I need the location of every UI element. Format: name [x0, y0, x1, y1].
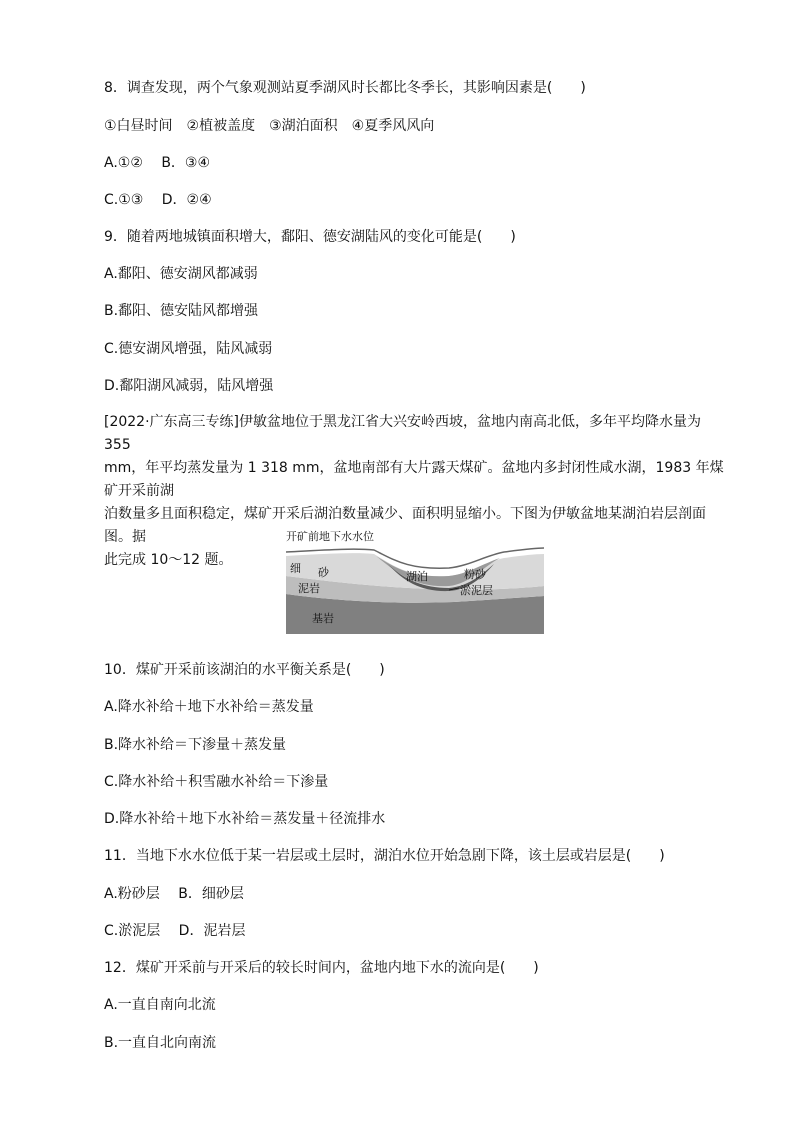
q11-option-ab: A.粉砂层 B．细砂层: [104, 886, 244, 902]
q8-option-ab: A.①② B．③④: [104, 155, 211, 171]
material-line: mm，年平均蒸发量为 1 318 mm，盆地南部有大片露天煤矿。盆地内多封闭性咸水湖，1983 年煤矿开采前湖: [104, 460, 724, 499]
q12-option-b: B.一直自北向南流: [104, 1035, 217, 1051]
q11-option-cd: C.淤泥层 D．泥岩层: [104, 923, 246, 939]
q8-factors: ①白昼时间 ②植被盖度 ③湖泊面积 ④夏季风风向: [104, 118, 435, 134]
q10-option-a: A.降水补给＋地下水补给＝蒸发量: [104, 699, 314, 715]
q9-option-d: D.鄱阳湖风减弱，陆风增强: [104, 378, 274, 394]
label-sand: 砂: [318, 566, 329, 579]
q9-option-c: C.德安湖风增强，陆风减弱: [104, 341, 273, 357]
label-bedrock: 基岩: [312, 612, 334, 625]
material-line: 泊数量多且面积稳定，煤矿开采后湖泊数量减少、面积明显缩小。下图为伊敏盆地某湖泊岩层剖面图。据: [104, 506, 706, 545]
q11-stem: 11．当地下水水位低于某一岩层或土层时，湖泊水位开始急剧下降，该土层或岩层是( ): [104, 848, 665, 864]
material-line: 此完成 10～12 题。: [104, 552, 233, 568]
label-fine: 细: [290, 562, 301, 575]
q10-option-c: C.降水补给＋积雪融水补给＝下渗量: [104, 774, 329, 790]
q8-stem: 8．调查发现，两个气象观测站夏季湖风时长都比冬季长，其影响因素是( ): [104, 80, 586, 96]
label-silt-layer: 淤泥层: [460, 584, 493, 597]
q12-stem: 12．煤矿开采前与开采后的较长时间内，盆地内地下水的流向是( ): [104, 960, 539, 976]
q10-stem: 10．煤矿开采前该湖泊的水平衡关系是( ): [104, 662, 385, 678]
cross-section-diagram: [284, 526, 546, 636]
label-mudstone: 泥岩: [298, 582, 320, 595]
q12-option-a: A.一直自南向北流: [104, 997, 216, 1013]
q10-option-d: D.降水补给＋地下水补给＝蒸发量＋径流排水: [104, 811, 386, 827]
label-lake: 湖泊: [406, 570, 428, 583]
q9-stem: 9．随着两地城镇面积增大，鄱阳、德安湖陆风的变化可能是( ): [104, 229, 516, 245]
label-silt-sand: 粉砂: [464, 568, 486, 581]
q8-option-cd: C.①③ D．②④: [104, 192, 212, 208]
material-line: [2022·广东高三专练]伊敏盆地位于黑龙江省大兴安岭西坡，盆地内南高北低，多年平均降水量为 355: [104, 414, 702, 453]
lake-cross-section-figure: [284, 526, 546, 636]
figure-title: 开矿前地下水水位: [286, 530, 374, 543]
q9-option-b: B.鄱阳、德安陆风都增强: [104, 303, 259, 319]
q10-option-b: B.降水补给＝下渗量＋蒸发量: [104, 737, 287, 753]
q9-option-a: A.鄱阳、德安湖风都减弱: [104, 266, 258, 282]
